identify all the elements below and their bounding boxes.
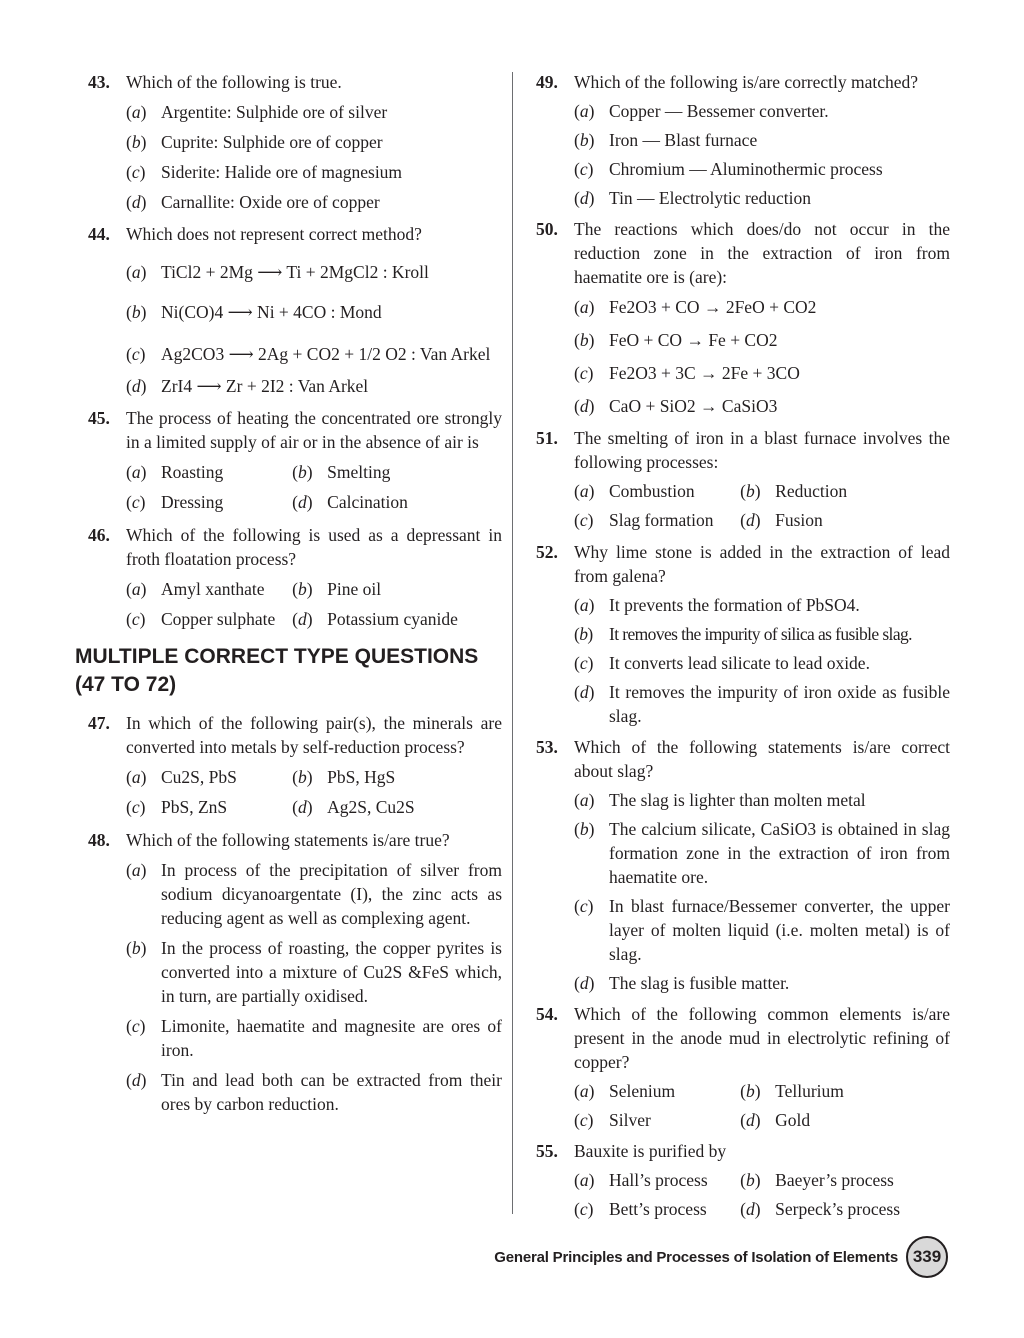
option: (b) The calcium silicate, CaSiO3 is obtained in slag formation zone in the extraction of iron from haematite ore.	[574, 819, 950, 887]
question-text: Which of the following is true.	[126, 72, 342, 92]
option: (c) Dressing	[126, 492, 224, 512]
question-text: Which of the following is/are correctly matched?	[574, 72, 919, 92]
question-number: 45.	[88, 408, 110, 428]
option: (b) Iron — Blast furnace	[574, 130, 758, 150]
option: (a) Roasting	[126, 462, 224, 482]
option: (b) Cuprite: Sulphide ore of copper	[126, 132, 383, 152]
question-43	[88, 70, 502, 94]
option: (d) Potassium cyanide	[292, 609, 458, 629]
options-54	[536, 1079, 950, 1132]
question-number: 50.	[536, 219, 558, 239]
option: (d) Tin and lead both can be extracted from their ores by carbon reduction.	[126, 1070, 502, 1114]
question-text: Which of the following is used as a depressant in froth floatation process?	[126, 525, 502, 569]
question-number: 52.	[536, 542, 558, 562]
option: (d) Fusion	[740, 510, 823, 530]
option: (c) Silver	[574, 1110, 651, 1130]
option: (b) Pine oil	[292, 579, 382, 599]
option: (d) Gold	[740, 1110, 811, 1130]
column-divider	[512, 72, 513, 1214]
option: (b) PbS, HgS	[292, 767, 396, 787]
option: (d) Serpeck’s process	[740, 1199, 901, 1219]
option: (b) It removes the impurity of silica as fusible slag.	[574, 624, 912, 644]
question-49	[536, 70, 950, 94]
option: (b) In the process of roasting, the copper pyrites is converted into a mixture of Cu2S &FeS which, in turn, are partially oxidised.	[126, 938, 502, 1006]
page-footer	[494, 1236, 948, 1278]
option: (a) Fe2O3 + CO → 2FeO + CO2	[574, 297, 817, 317]
options-51	[536, 479, 950, 532]
options-47	[88, 765, 502, 819]
option: (a) In process of the precipitation of silver from sodium dicyanoargentate (I), the zinc acts as reducing agent as well as complexing agent.	[126, 860, 502, 928]
option: (c) Limonite, haematite and magnesite are ores of iron.	[126, 1016, 502, 1060]
page-number: 339	[906, 1236, 948, 1278]
question-number: 43.	[88, 72, 110, 92]
option: (d) Tin — Electrolytic reduction	[574, 188, 812, 208]
question-number: 49.	[536, 72, 558, 92]
option: (c) Slag formation	[574, 510, 714, 530]
option: (a) The slag is lighter than molten metal	[574, 790, 866, 810]
question-text: The process of heating the concentrated ore strongly in a limited supply of air or in the absence of air is	[126, 408, 502, 452]
question-50	[536, 217, 950, 289]
question-number: 48.	[88, 830, 110, 850]
options-53	[536, 788, 950, 995]
option: (a) Argentite: Sulphide ore of silver	[126, 102, 388, 122]
option: (b) Reduction	[740, 481, 848, 501]
option: (b) Tellurium	[740, 1081, 844, 1101]
question-number: 51.	[536, 428, 558, 448]
question-44	[88, 222, 502, 246]
question-text: Which does not represent correct method?	[126, 224, 422, 244]
question-text: Which of the following statements is/are correct about slag?	[574, 737, 950, 781]
option: (a) Amyl xanthate	[126, 579, 265, 599]
option: (c) Siderite: Halide ore of magnesium	[126, 162, 403, 182]
option: (a) Cu2S, PbS	[126, 767, 237, 787]
options-43	[88, 100, 502, 214]
option: (a) Combustion	[574, 481, 695, 501]
options-50	[536, 295, 950, 418]
option: (d) CaO + SiO2 → CaSiO3	[574, 396, 778, 416]
option: (d) Ag2S, Cu2S	[292, 797, 415, 817]
option: (d) Carnallite: Oxide ore of copper	[126, 192, 380, 212]
question-54	[536, 1002, 950, 1074]
question-number: 55.	[536, 1141, 558, 1161]
option: (d) Calcination	[292, 492, 408, 512]
question-text: Why lime stone is added in the extraction of lead from galena?	[574, 542, 950, 586]
chapter-title: General Principles and Processes of Isolation of Elements	[494, 1248, 898, 1266]
option: (c) Chromium — Aluminothermic process	[574, 159, 883, 179]
option: (c) It converts lead silicate to lead oxide.	[574, 653, 870, 673]
option: (b) Smelting	[292, 462, 391, 482]
option: (b) Baeyer’s process	[740, 1170, 894, 1190]
question-text: In which of the following pair(s), the minerals are converted into metals by self-reduction process?	[126, 713, 502, 757]
question-number: 46.	[88, 525, 110, 545]
question-number: 47.	[88, 713, 110, 733]
question-text: Bauxite is purified by	[574, 1141, 727, 1161]
option: (c) PbS, ZnS	[126, 797, 228, 817]
section-heading: MULTIPLE CORRECT TYPE QUESTIONS (47 TO 72)	[75, 645, 479, 696]
option: (a) Hall’s process	[574, 1170, 708, 1190]
option: (c) In blast furnace/Bessemer converter, the upper layer of molten liquid (i.e. molten metal) is of slag.	[574, 896, 950, 964]
right-column	[536, 70, 950, 1221]
left-column	[75, 70, 502, 1116]
option: (a) It prevents the formation of PbSO4.	[574, 595, 860, 615]
options-52	[536, 593, 950, 728]
options-46	[88, 577, 502, 631]
option: (a) Copper — Bessemer converter.	[574, 101, 829, 121]
options-55	[536, 1168, 950, 1221]
option: (c) Fe2O3 + 3C → 2Fe + 3CO	[574, 363, 800, 383]
question-number: 53.	[536, 737, 558, 757]
question-53	[536, 735, 950, 783]
options-45	[88, 460, 502, 514]
question-text: The reactions which does/do not occur in the reduction zone in the extraction of iron from haematite ore is (are):	[574, 219, 950, 287]
option: (c) Bett’s process	[574, 1199, 707, 1219]
option: (a) Selenium	[574, 1081, 676, 1101]
question-text: Which of the following statements is/are true?	[126, 830, 450, 850]
question-45	[88, 406, 502, 454]
question-52	[536, 540, 950, 588]
question-48	[88, 828, 502, 852]
question-47	[88, 711, 502, 759]
options-49	[536, 99, 950, 210]
options-44	[88, 260, 502, 398]
option: (b) FeO + CO → Fe + CO2	[574, 330, 778, 350]
question-text: Which of the following common elements is/are present in the anode mud in electrolytic refining of copper?	[574, 1004, 950, 1072]
question-number: 44.	[88, 224, 110, 244]
option: (a) TiCl2 + 2Mg ⟶ Ti + 2MgCl2 : Kroll	[126, 262, 429, 282]
option: (d) The slag is fusible matter.	[574, 973, 790, 993]
question-55	[536, 1139, 950, 1163]
option: (d) ZrI4 ⟶ Zr + 2I2 : Van Arkel	[126, 376, 369, 396]
option: (c) Ag2CO3 ⟶ 2Ag + CO2 + 1/2 O2 : Van Arkel	[126, 344, 491, 364]
options-48	[88, 858, 502, 1116]
question-text: The smelting of iron in a blast furnace involves the following processes:	[574, 428, 950, 472]
option: (c) Copper sulphate	[126, 609, 276, 629]
question-number: 54.	[536, 1004, 558, 1024]
question-51	[536, 426, 950, 474]
option: (d) It removes the impurity of iron oxide as fusible slag.	[574, 682, 950, 726]
question-46	[88, 523, 502, 571]
option: (b) Ni(CO)4 ⟶ Ni + 4CO : Mond	[126, 302, 382, 322]
